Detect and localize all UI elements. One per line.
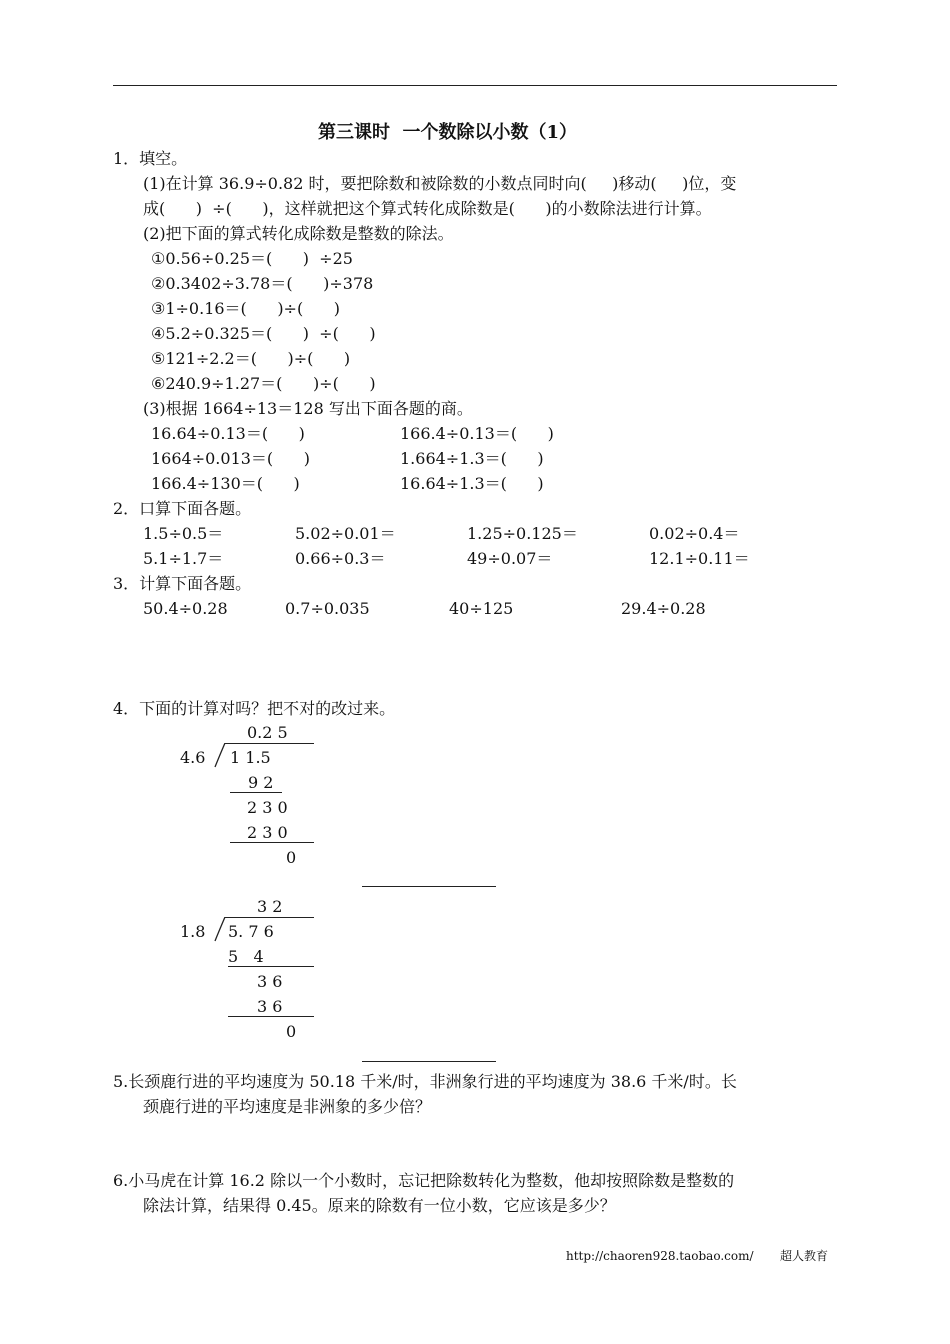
q1-item-1: ①0.56÷0.25＝( ) ÷25: [151, 249, 353, 268]
q1-quotient-right-2: 1.664÷1.3＝( ): [400, 449, 544, 468]
div2-dividend: 5. 7 6: [228, 922, 274, 941]
q2-r1-c3: 1.25÷0.125＝: [467, 524, 578, 543]
q3-item-3: 40÷125: [449, 599, 514, 618]
answer-line-2: [362, 1061, 496, 1062]
div1-bracket: [213, 743, 227, 769]
div2-divisor: 1.8: [180, 922, 206, 941]
div1-divisor: 4.6: [180, 748, 206, 767]
q1-part2: (2)把下面的算式转化成除数是整数的除法。: [143, 224, 454, 243]
q6-line-1: 6.小马虎在计算 16.2 除以一个小数时，忘记把除数转化为整数，他却按照除数是整数的: [113, 1171, 735, 1190]
div2-bar: [225, 917, 314, 918]
q1-part1-line1: (1)在计算 36.9÷0.82 时，要把除数和被除数的小数点同时向( )移动( )位，变: [143, 174, 737, 193]
q2-heading: 2．口算下面各题。: [113, 499, 252, 518]
div2-bracket: [213, 917, 227, 943]
q1-part1-line2: 成( ) ÷( )，这样就把这个算式转化成除数是( )的小数除法进行计算。: [143, 199, 712, 218]
footer-url[interactable]: http://chaoren928.taobao.com/: [566, 1249, 754, 1263]
q1-quotient-left-2: 1664÷0.013＝( ): [151, 449, 310, 468]
q1-quotient-right-1: 166.4÷0.13＝( ): [400, 424, 554, 443]
q5-line-2: 颈鹿行进的平均速度是非洲象的多少倍？: [143, 1097, 432, 1116]
q2-r1-c2: 5.02÷0.01＝: [295, 524, 396, 543]
q2-r2-c4: 12.1÷0.11＝: [649, 549, 750, 568]
div2-subtract-2: 3 6: [257, 997, 283, 1016]
q3-heading: 3．计算下面各题。: [113, 574, 252, 593]
q2-r2-c1: 5.1÷1.7＝: [143, 549, 224, 568]
q2-r2-c3: 49÷0.07＝: [467, 549, 553, 568]
div2-remainder-1: 3 6: [257, 972, 283, 991]
div1-quotient: 0.2 5: [247, 723, 288, 742]
div1-subtract-2: 2 3 0: [247, 823, 288, 842]
q2-r1-c1: 1.5÷0.5＝: [143, 524, 224, 543]
q2-r2-c2: 0.66÷0.3＝: [295, 549, 386, 568]
q1-item-5: ⑤121÷2.2＝( )÷( ): [151, 349, 351, 368]
footer-brand: 超人教育: [780, 1249, 829, 1263]
div2-line-2: [228, 1016, 314, 1017]
div2-quotient: 3 2: [257, 897, 283, 916]
q1-item-4: ④5.2÷0.325＝( ) ÷( ): [151, 324, 376, 343]
answer-line-1: [362, 886, 496, 887]
q3-item-1: 50.4÷0.28: [143, 599, 228, 618]
div1-remainder-2: 0: [286, 848, 297, 867]
q5-line-1: 5.长颈鹿行进的平均速度为 50.18 千米/时，非洲象行进的平均速度为 38.6 千米/时。长: [113, 1072, 737, 1091]
div1-line-2: [230, 842, 314, 843]
q1-quotient-left-1: 16.64÷0.13＝( ): [151, 424, 305, 443]
q6-line-2: 除法计算，结果得 0.45。原来的除数有一位小数，它应该是多少？: [143, 1196, 616, 1215]
q2-r1-c4: 0.02÷0.4＝: [649, 524, 740, 543]
q3-item-4: 29.4÷0.28: [621, 599, 706, 618]
div1-dividend: 1 1.5: [230, 748, 271, 767]
div1-remainder-1: 2 3 0: [247, 798, 288, 817]
div1-subtract-1: 9 2: [248, 773, 274, 792]
q1-heading: 1．填空。: [113, 149, 188, 168]
q3-item-2: 0.7÷0.035: [285, 599, 370, 618]
q1-part3: (3)根据 1664÷13＝128 写出下面各题的商。: [143, 399, 473, 418]
q1-item-2: ②0.3402÷3.78＝( )÷378: [151, 274, 374, 293]
q1-quotient-right-3: 16.64÷1.3＝( ): [400, 474, 544, 493]
div1-line-1: [230, 792, 282, 793]
div1-bar: [225, 743, 314, 744]
q1-quotient-left-3: 166.4÷130＝( ): [151, 474, 300, 493]
div2-line-1: [228, 966, 314, 967]
top-rule: [113, 85, 837, 86]
q1-item-3: ③1÷0.16＝( )÷( ): [151, 299, 340, 318]
page-title: 第三课时 一个数除以小数（1）: [318, 122, 578, 143]
q4-heading: 4．下面的计算对吗？把不对的改过来。: [113, 699, 396, 718]
div2-subtract-1: 5 4: [228, 947, 264, 966]
div2-remainder-2: 0: [286, 1022, 297, 1041]
q1-item-6: ⑥240.9÷1.27＝( )÷( ): [151, 374, 376, 393]
